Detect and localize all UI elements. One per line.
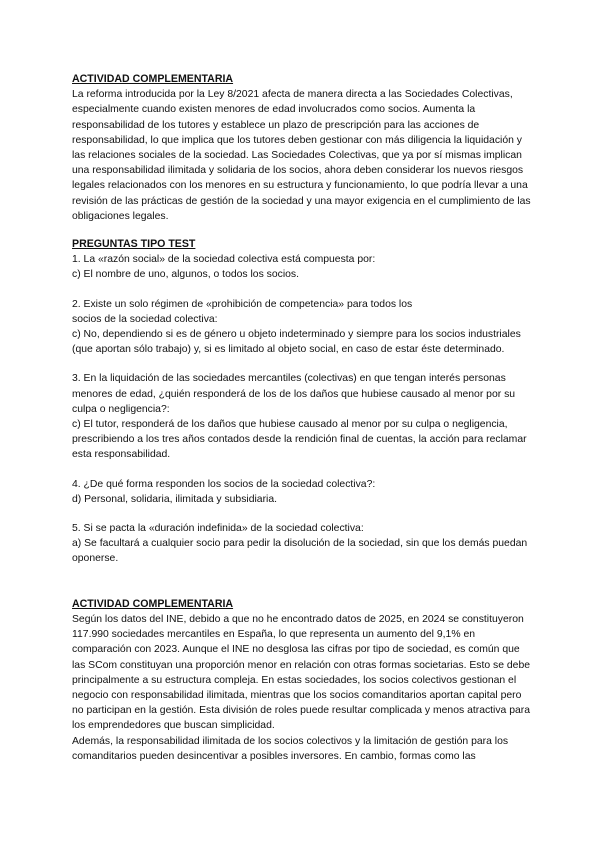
question-5: 5. Si se pacta la «duración indefinida» de la sociedad colectiva: [72,523,364,535]
question-2-line-1: 2. Existe un solo régimen de «prohibición de competencia» para todos los [72,298,413,310]
section-paragraph-ine: Según los datos del INE, debido a que no he encontrado datos de 2025, en 2024 se constituyeron 117.990 sociedades mercantiles en España, lo que representa un aumento del 9,1% en comparación con 2023. Aunque el INE no desglosa las cifras por tipo de sociedad, es común que las SCom constituyan una proporción menor en relación con otras formas societarias. Esto se debe principalmente a su estructura compleja. En estas sociedades, los socios colectivos gestionan el negocio con responsabilidad ilimitada, mientras que los socios comanditarios aportan capital pero no participan en la gestión. Esta división de roles puede resultar complicada y menos atractiva para los emprendedores que buscan simplicidad. [72,613,531,732]
question-4: 4. ¿De qué forma responden los socios de la sociedad colectiva?: [72,478,376,490]
answer-1: c) El nombre de uno, algunos, o todos los socios. [72,269,299,281]
section-heading-actividad-1: ACTIVIDAD COMPLEMENTARIA [72,73,234,85]
section-paragraph-responsabilidad: Además, la responsabilidad ilimitada de los socios colectivos y la limitación de gestión para los comanditarios pueden desincentivar a posibles inversores. En cambio, formas como las [72,735,509,762]
question-2-line-2: socios de la sociedad colectiva: [72,313,218,325]
answer-5: a) Se facultará a cualquier socio para pedir la disolución de la sociedad, sin que los demás puedan oponerse. [72,538,528,565]
document-content [72,72,532,764]
answer-4: d) Personal, solidaria, ilimitada y subsidiaria. [72,493,278,505]
question-3: 3. En la liquidación de las sociedades mercantiles (colectivas) en que tengan interés personas menores de edad, ¿quién responderá de los de los daños que hubiese causado al menor por su culpa o negligencia?: [72,373,516,415]
question-2 [72,297,532,327]
section-heading-actividad-2: ACTIVIDAD COMPLEMENTARIA [72,597,234,610]
answer-2: c) No, dependiendo si es de género u objeto indeterminado y siempre para los socios industriales (que aportan sólo trabajo) y, si es limitado al objeto social, en caso de estar éste determinado. [72,329,521,356]
test-heading: PREGUNTAS TIPO TEST [72,238,196,251]
section-paragraph-reforma: La reforma introducida por la Ley 8/2021 afecta de manera directa a las Sociedades Colectivas, especialmente cuando existen menores de edad involucrados como socios. Aumenta la responsabilidad de los tutores y establece un plazo de prescripción para las acciones de responsabilidad, lo que implica que los tutores deben gestionar con más diligencia la liquidación y las relaciones sociales de la sociedad. Las Sociedades Colectivas, que ya por sí mismas implican una responsabilidad ilimitada y solidaria de los socios, ahora deben considerar los nuevos riesgos legales relacionados con los menores en su estructura y funcionamiento, lo que podría llevar a una revisión de las prácticas de gestión de la sociedad y una mayor exigencia en el cumplimiento de las obligaciones legales. [72,89,531,222]
answer-3: c) El tutor, responderá de los daños que hubiese causado al menor por su culpa o negligencia, prescribiendo a los tres años contados desde la rendición final de cuentas, la acción para reclamar esta responsabilidad. [72,419,527,461]
question-1: 1. La «razón social» de la sociedad colectiva está compuesta por: [72,254,376,266]
